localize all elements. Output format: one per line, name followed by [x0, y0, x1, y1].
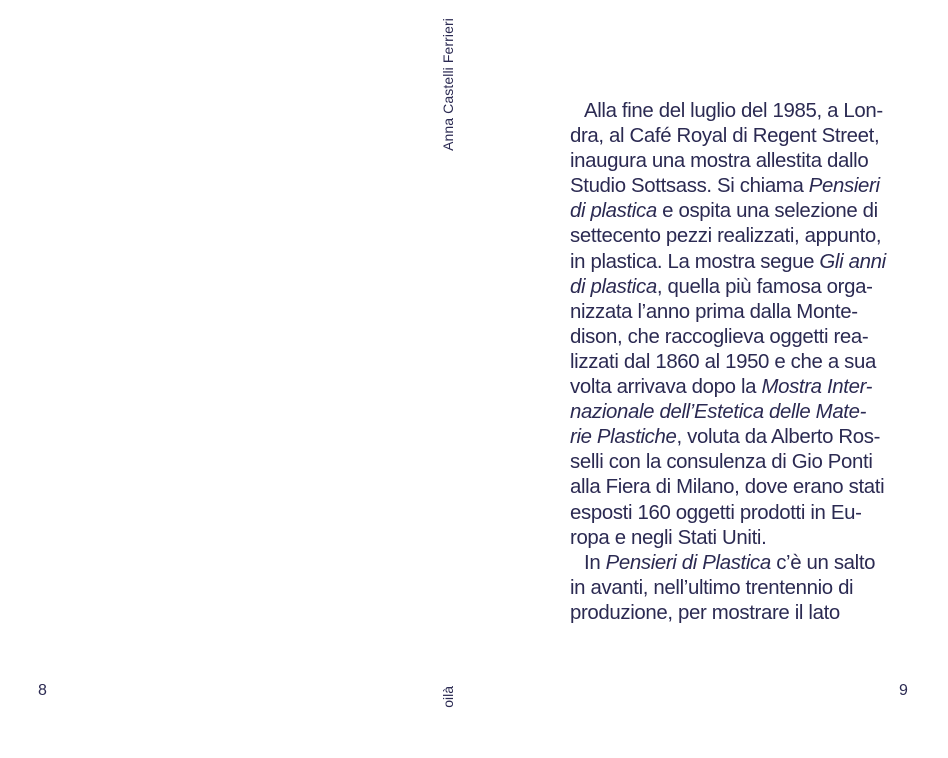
text-segment: ropa e negli Stati Uniti. [570, 526, 767, 549]
text-line [570, 174, 910, 199]
italic-segment: di plastica [570, 200, 657, 223]
text-line [570, 350, 910, 375]
text-line [570, 224, 910, 249]
text-segment: alla Fiera di Milano, dove erano stati [570, 476, 885, 499]
text-segment: e ospita una selezione di [656, 200, 878, 223]
italic-segment: Pensieri [808, 175, 880, 198]
text-line [570, 325, 910, 350]
text-line [570, 375, 910, 400]
text-segment: lizzati dal 1860 al 1950 e che a sua [570, 350, 876, 373]
italic-segment: di plastica [570, 275, 657, 298]
page-number-left: 8 [38, 682, 47, 699]
text-line [570, 149, 910, 174]
text-segment: produzione, per mostrare il lato [570, 601, 840, 624]
text-segment: nizzata l’anno prima dalla Monte- [570, 300, 858, 323]
text-line [570, 576, 910, 601]
page-number-right: 9 [899, 682, 908, 699]
text-line [570, 400, 910, 425]
running-foot-publisher: oilà [440, 686, 456, 708]
text-line [570, 199, 910, 224]
text-segment: , voluta da Alberto Ros- [676, 426, 881, 449]
text-line [570, 250, 910, 275]
text-segment: dison, che raccoglieva oggetti rea- [570, 325, 869, 348]
text-line [570, 450, 910, 475]
italic-segment: Pensieri di Plastica [605, 551, 771, 574]
italic-segment: nazionale dell’Estetica delle Mate- [570, 401, 867, 424]
text-segment: In [584, 551, 606, 574]
text-line [570, 99, 910, 124]
text-line [570, 300, 910, 325]
text-line [570, 501, 910, 526]
text-segment: , quella più famosa orga- [656, 275, 873, 298]
text-segment: Studio Sottsass. Si chiama [570, 175, 809, 198]
text-segment: in plastica. La mostra segue [570, 250, 820, 273]
text-line [570, 551, 910, 576]
text-line [570, 526, 910, 551]
italic-segment: rie Plastiche [570, 426, 677, 449]
text-segment: settecento pezzi realizzati, appunto, [570, 225, 882, 248]
running-head-author: Anna Castelli Ferrieri [440, 18, 456, 151]
body-paragraphs [570, 99, 910, 626]
italic-segment: Mostra Inter- [761, 376, 873, 399]
text-line [570, 425, 910, 450]
text-segment: in avanti, nell’ultimo trentennio di [570, 576, 854, 599]
text-line [570, 601, 910, 626]
text-segment: dra, al Café Royal di Regent Street, [570, 125, 880, 148]
text-segment: c’è un salto [770, 551, 876, 574]
text-line [570, 124, 910, 149]
text-segment: selli con la consulenza di Gio Ponti [570, 451, 873, 474]
text-line [570, 275, 910, 300]
text-segment: Alla fine del luglio del 1985, a Lon- [584, 100, 883, 122]
text-segment: volta arrivava dopo la [570, 376, 762, 399]
text-line [570, 475, 910, 500]
text-segment: inaugura una mostra allestita dallo [570, 150, 869, 173]
italic-segment: Gli anni [819, 250, 886, 273]
text-segment: esposti 160 oggetti prodotti in Eu- [570, 501, 862, 524]
